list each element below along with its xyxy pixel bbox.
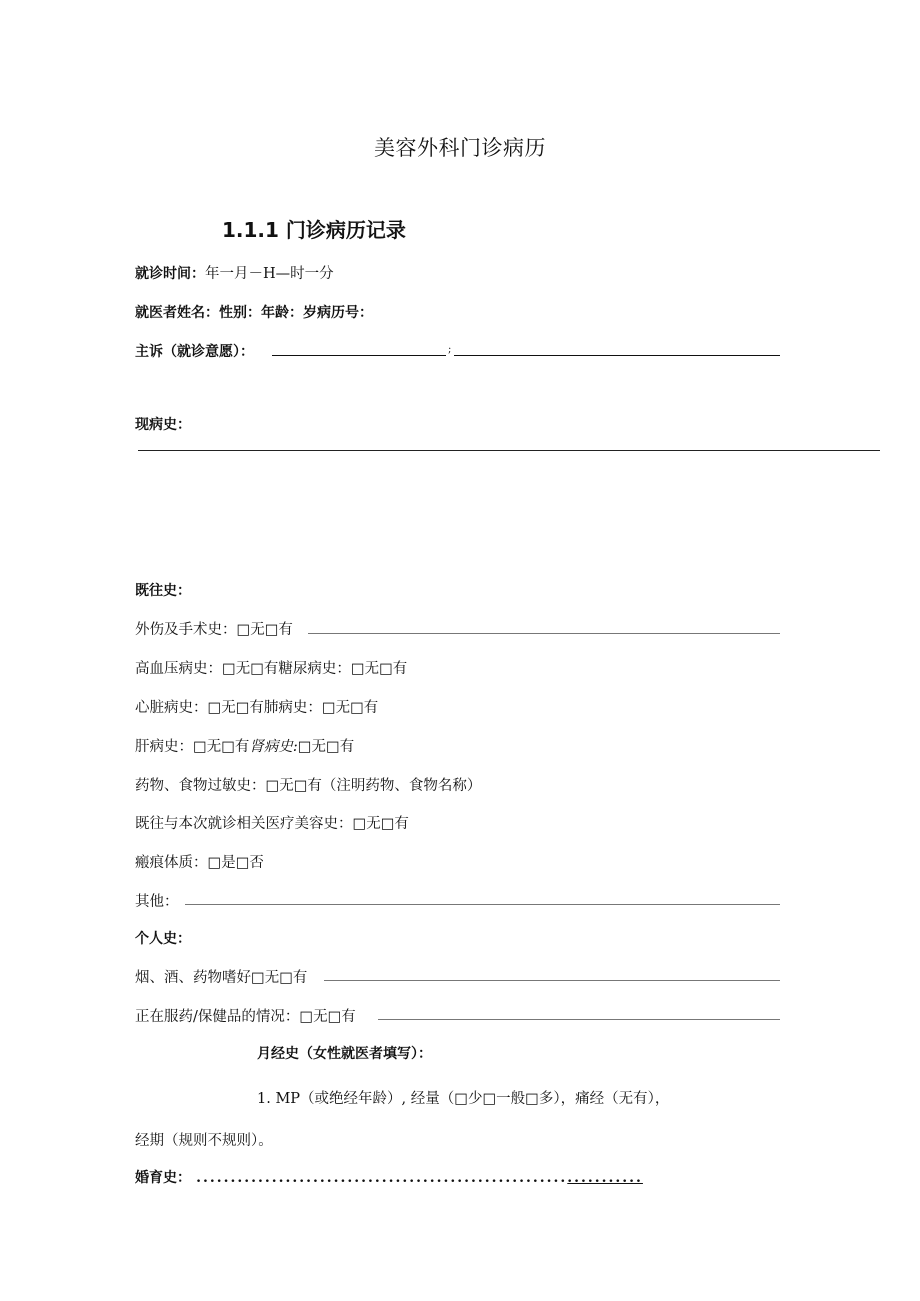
cosmetic-history: 既往与本次就诊相关医疗美容史：□无□有 [135,816,409,832]
marital-history-row [135,1167,643,1187]
marital-history-dots: ...................................................... [196,1170,568,1186]
habits-history: 烟、酒、药物嗜好□无□有 [135,970,308,986]
personal-history-label: 个人史： [135,931,191,947]
present-illness-label: 现病史： [135,417,191,433]
trauma-history: 外伤及手术史：□无□有 [135,622,293,638]
marital-history-label: 婚育史： [135,1170,191,1186]
menstrual-history-label: 月经史（女性就医者填写）： [257,1046,432,1062]
liver-history: 肝病史：□无□有 [135,739,250,755]
chief-complaint-line-2[interactable] [454,355,780,356]
hypertension-diabetes-history: 高血压病史：□无□有糖尿病史：□无□有 [135,661,408,677]
medication-history-line[interactable] [378,1019,780,1020]
heart-lung-history: 心脏病史：□无□有肺病史：□无□有 [135,700,379,716]
chief-complaint-line-1[interactable] [272,355,446,356]
kidney-history-options: □无□有 [297,739,355,755]
patient-info-label: 就医者姓名：性别：年龄：岁病历号： [135,305,373,321]
chief-complaint-separator: ; [448,344,452,355]
visit-time-value: 年一月－H—时一分 [205,266,334,282]
habits-history-line[interactable] [324,980,780,981]
other-history-label: 其他： [135,894,179,910]
trauma-history-line[interactable] [308,633,780,634]
kidney-history-label: 肾病史: [249,739,298,755]
section-heading: 1.1.1 门诊病历记录 [222,218,406,242]
menstrual-history-line-2: 经期（规则不规则）。 [135,1133,273,1149]
scar-constitution: 瘢痕体质：□是□否 [135,855,264,871]
page-title: 美容外科门诊病历 [374,136,546,160]
other-history-line[interactable] [185,904,780,905]
medication-history: 正在服药/保健品的情况：□无□有 [135,1009,356,1025]
chief-complaint-label: 主诉（就诊意愿）： [135,344,254,360]
liver-kidney-history [135,735,354,756]
marital-history-dots-underlined: ........... [567,1170,643,1186]
allergy-history: 药物、食物过敏史：□无□有（注明药物、食物名称） [135,778,482,794]
visit-time-label: 就诊时间： [135,266,205,282]
present-illness-line[interactable] [138,450,880,451]
menstrual-history-line-1: 1. MP（或绝经年龄）, 经量（□少□一般□多），痛经（无有）， [257,1091,670,1107]
visit-time-row [135,262,334,283]
past-history-label: 既往史： [135,583,191,599]
